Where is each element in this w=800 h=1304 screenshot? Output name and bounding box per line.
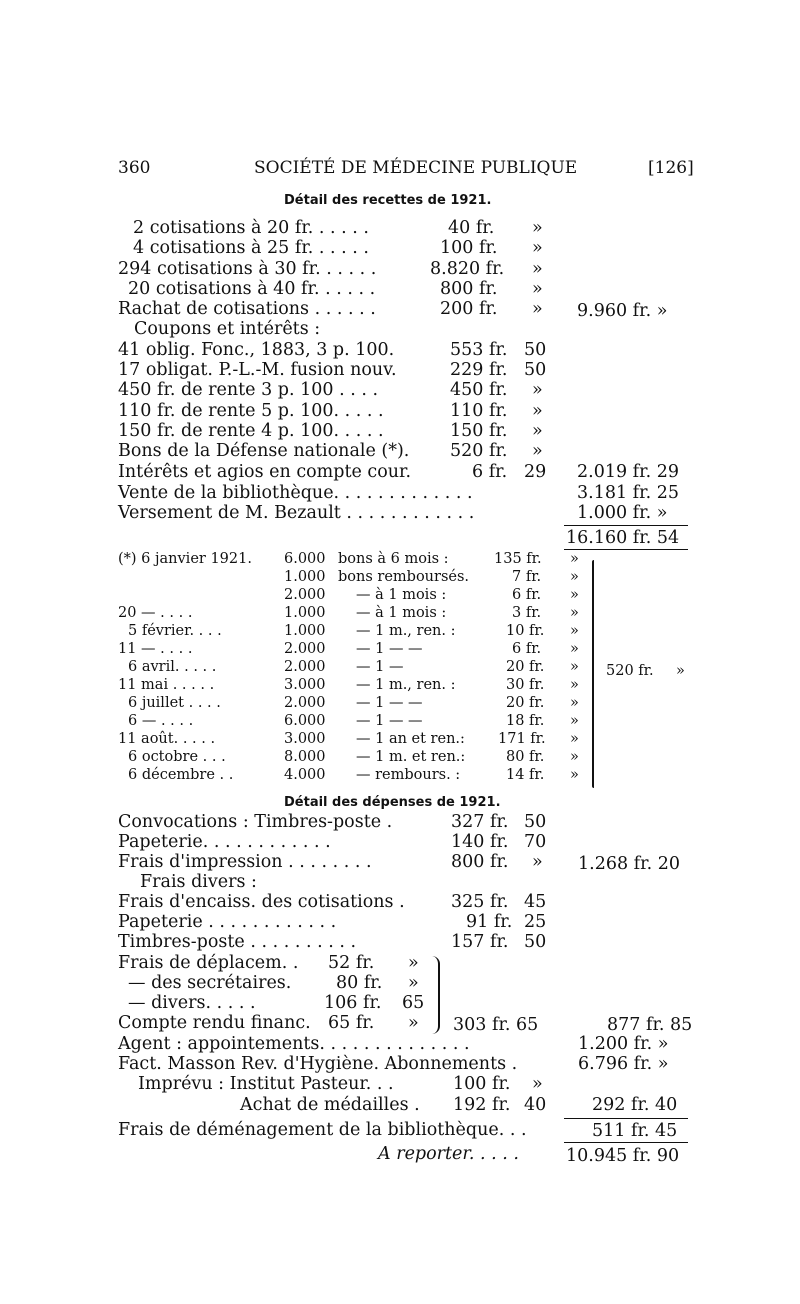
bons-date: 5 février. . . . — [128, 623, 222, 639]
expense-amount: 91 fr. — [466, 912, 513, 932]
receipt-amount: 100 fr. — [440, 238, 498, 258]
receipt-label: 41 oblig. Fonc., 1883, 3 p. 100. — [118, 340, 395, 360]
bons-date: 6 juillet . . . . — [128, 695, 221, 711]
receipt-cents: » — [532, 218, 543, 238]
receipt-amount: 553 fr. — [450, 340, 508, 360]
expense-label: Papeterie. . . . . . . . . . . . — [118, 832, 331, 852]
expense-cents: » — [532, 852, 543, 872]
bons-date: 11 mai . . . . . — [118, 677, 215, 693]
bons-cents: » — [570, 551, 579, 567]
receipt-label: Vente de la bibliothèque. . . . . . . . . . . . . — [118, 483, 473, 503]
expense-cents: 45 — [524, 892, 547, 912]
receipt-label: 4 cotisations à 25 fr. . . . . . — [133, 238, 369, 258]
receipt-amount: 40 fr. — [448, 218, 495, 238]
expense-label: Frais d'encaiss. des cotisations . — [118, 892, 405, 912]
expense-total: 1.200 fr. » — [578, 1034, 669, 1054]
bons-desc: — 1 m., ren. : — [356, 623, 456, 639]
receipts-total-underline — [564, 549, 688, 550]
bons-cents: » — [570, 659, 579, 675]
receipt-total: 3.181 fr. 25 — [577, 483, 679, 503]
bons-amount: 20 fr. — [506, 695, 545, 711]
receipt-amount: 450 fr. — [450, 380, 508, 400]
bons-cents: » — [570, 623, 579, 639]
bons-qty: 1.000 — [284, 623, 326, 639]
receipt-label: 2 cotisations à 20 fr. . . . . . — [133, 218, 369, 238]
expense-label: Achat de médailles . — [240, 1095, 420, 1115]
receipt-label: Versement de M. Bezault . . . . . . . . . . . . — [118, 503, 475, 523]
expenses-title: Détail des dépenses de 1921. — [284, 795, 501, 810]
travel-cents: 65 — [402, 993, 425, 1013]
expense-label: Papeterie . . . . . . . . . . . . — [118, 912, 337, 932]
bons-desc: — 1 m. et ren.: — [356, 749, 466, 765]
expense-cents: 70 — [524, 832, 547, 852]
carry-forward-total: 10.945 fr. 90 — [566, 1146, 680, 1166]
expense-cents: » — [532, 1074, 543, 1094]
bons-cents: » — [570, 695, 579, 711]
receipt-label: Bons de la Défense nationale (*). — [118, 441, 410, 461]
receipt-cents: » — [532, 401, 543, 421]
receipt-cents: 50 — [524, 340, 547, 360]
travel-amount: 106 fr. — [324, 993, 382, 1013]
bons-desc: — 1 m., ren. : — [356, 677, 456, 693]
receipt-label: Coupons et intérêts : — [134, 319, 321, 339]
bons-desc: — à 1 mois : — [356, 587, 447, 603]
bons-desc: — 1 an et ren.: — [356, 731, 465, 747]
receipt-label: 150 fr. de rente 4 p. 100. . . . . — [118, 421, 384, 441]
receipt-cents: » — [532, 259, 543, 279]
bons-date: 20 — . . . . — [118, 605, 193, 621]
bons-date: 11 août. . . . . — [118, 731, 216, 747]
travel-amount: 80 fr. — [336, 973, 383, 993]
bons-brace — [592, 560, 594, 788]
expenses-rule — [564, 1118, 688, 1119]
bons-total: 520 fr. — [606, 663, 654, 679]
expense-cents: 50 — [524, 932, 547, 952]
expense-amount: 157 fr. — [451, 932, 509, 952]
bons-qty: 1.000 — [284, 569, 326, 585]
bons-total-cents: » — [676, 663, 685, 679]
bons-desc: bons à 6 mois : — [338, 551, 449, 567]
receipt-total: 1.000 fr. » — [577, 503, 668, 523]
travel-brace — [432, 956, 440, 1034]
receipt-amount: 6 fr. — [472, 462, 508, 482]
travel-total: 303 fr. 65 — [453, 1015, 539, 1035]
carry-forward-label: A reporter. . . . . — [378, 1144, 519, 1164]
receipts-grand-total: 16.160 fr. 54 — [566, 528, 680, 548]
bons-desc: bons remboursés. — [338, 569, 470, 585]
bons-amount: 80 fr. — [506, 749, 545, 765]
receipt-label: 450 fr. de rente 3 p. 100 . . . . — [118, 380, 379, 400]
bons-cents: » — [570, 677, 579, 693]
receipt-cents: » — [532, 380, 543, 400]
receipt-label: Rachat de cotisations . . . . . . — [118, 299, 376, 319]
receipt-cents: » — [532, 279, 543, 299]
bons-desc: — rembours. : — [356, 767, 461, 783]
receipt-label: 110 fr. de rente 5 p. 100. . . . . — [118, 401, 384, 421]
bons-desc: — à 1 mois : — [356, 605, 447, 621]
bons-qty: 4.000 — [284, 767, 326, 783]
expense-amount: 327 fr. — [451, 812, 509, 832]
bons-cents: » — [570, 605, 579, 621]
expense-amount: 800 fr. — [451, 852, 509, 872]
bons-qty: 8.000 — [284, 749, 326, 765]
bons-amount: 135 fr. — [494, 551, 542, 567]
bons-qty: 2.000 — [284, 659, 326, 675]
bons-cents: » — [570, 569, 579, 585]
bons-date: 6 décembre . . — [128, 767, 234, 783]
bons-amount: 10 fr. — [506, 623, 545, 639]
bons-amount: 14 fr. — [506, 767, 545, 783]
diverse-total: 877 fr. 85 — [607, 1015, 693, 1035]
bons-cents: » — [570, 587, 579, 603]
bons-cents: » — [570, 731, 579, 747]
receipts-title: Détail des recettes de 1921. — [284, 193, 492, 208]
travel-label: — divers. . . . . — [128, 993, 256, 1013]
expense-total: 511 fr. 45 — [592, 1121, 678, 1141]
receipt-total: 9.960 fr. » — [577, 301, 668, 321]
bons-qty: 6.000 — [284, 713, 326, 729]
receipt-label: 20 cotisations à 40 fr. . . . . . — [128, 279, 376, 299]
expense-cents: 40 — [524, 1095, 547, 1115]
page-number: 360 — [118, 158, 151, 178]
bons-date: (*) 6 janvier 1921. — [118, 551, 252, 567]
travel-label: — des secrétaires. — [128, 973, 292, 993]
receipt-cents: 50 — [524, 360, 547, 380]
expense-total: 1.268 fr. 20 — [578, 854, 680, 874]
bons-qty: 2.000 — [284, 587, 326, 603]
expenses-rule-2 — [564, 1142, 688, 1143]
receipt-amount: 200 fr. — [440, 299, 498, 319]
expense-cents: 25 — [524, 912, 547, 932]
expense-label: Frais de déménagement de la bibliothèque. . . — [118, 1120, 527, 1140]
bons-qty: 3.000 — [284, 731, 326, 747]
running-title: SOCIÉTÉ DE MÉDECINE PUBLIQUE — [254, 158, 578, 178]
travel-cents: » — [408, 973, 419, 993]
expense-label: Frais d'impression . . . . . . . . — [118, 852, 372, 872]
expense-cents: 50 — [524, 812, 547, 832]
bons-amount: 7 fr. — [512, 569, 542, 585]
expense-amount: 192 fr. — [453, 1095, 511, 1115]
bons-desc: — 1 — — — [356, 713, 423, 729]
receipt-label: Intérêts et agios en compte cour. — [118, 462, 412, 482]
expense-amount: 100 fr. — [453, 1074, 511, 1094]
bons-date: 6 octobre . . . — [128, 749, 226, 765]
bons-qty: 2.000 — [284, 695, 326, 711]
travel-label: Compte rendu financ. — [118, 1013, 311, 1033]
bons-cents: » — [570, 713, 579, 729]
expense-total: 6.796 fr. » — [578, 1054, 669, 1074]
expense-amount: 325 fr. — [451, 892, 509, 912]
receipt-cents: » — [532, 238, 543, 258]
expense-total: 292 fr. 40 — [592, 1095, 678, 1115]
receipt-cents: » — [532, 299, 543, 319]
bons-desc: — 1 — — — [356, 695, 423, 711]
bons-qty: 2.000 — [284, 641, 326, 657]
bons-amount: 171 fr. — [498, 731, 546, 747]
receipt-amount: 8.820 fr. — [430, 259, 505, 279]
travel-cents: » — [408, 953, 419, 973]
receipt-label: 17 obligat. P.-L.-M. fusion nouv. — [118, 360, 397, 380]
bons-amount: 20 fr. — [506, 659, 545, 675]
receipt-amount: 800 fr. — [440, 279, 498, 299]
section-ref: [126] — [648, 158, 694, 178]
bons-cents: » — [570, 641, 579, 657]
receipts-total-rule — [564, 525, 688, 526]
receipt-amount: 150 fr. — [450, 421, 508, 441]
travel-amount: 65 fr. — [328, 1013, 375, 1033]
bons-desc: — 1 — — — [356, 641, 423, 657]
bons-qty: 6.000 — [284, 551, 326, 567]
expense-label: Imprévu : Institut Pasteur. . . — [138, 1074, 394, 1094]
bons-desc: — 1 — — [356, 659, 404, 675]
bons-amount: 6 fr. — [512, 641, 542, 657]
bons-qty: 1.000 — [284, 605, 326, 621]
expense-label: Timbres-poste . . . . . . . . . . — [118, 932, 357, 952]
expense-label: Frais divers : — [140, 872, 257, 892]
expense-label: Agent : appointements. . . . . . . . . . . . . . — [118, 1034, 470, 1054]
bons-qty: 3.000 — [284, 677, 326, 693]
receipt-amount: 229 fr. — [450, 360, 508, 380]
bons-amount: 18 fr. — [506, 713, 545, 729]
bons-date: 11 — . . . . — [118, 641, 193, 657]
receipt-amount: 520 fr. — [450, 441, 508, 461]
travel-label: Frais de déplacem. . — [118, 953, 299, 973]
bons-date: 6 — . . . . — [128, 713, 194, 729]
receipt-total: 2.019 fr. 29 — [577, 462, 679, 482]
expense-label: Fact. Masson Rev. d'Hygiène. Abonnements . — [118, 1054, 518, 1074]
bons-amount: 30 fr. — [506, 677, 545, 693]
bons-amount: 3 fr. — [512, 605, 542, 621]
travel-amount: 52 fr. — [328, 953, 375, 973]
bons-date: 6 avril. . . . . — [128, 659, 217, 675]
receipt-amount: 110 fr. — [450, 401, 508, 421]
receipt-cents: » — [532, 441, 543, 461]
travel-cents: » — [408, 1013, 419, 1033]
bons-amount: 6 fr. — [512, 587, 542, 603]
bons-cents: » — [570, 749, 579, 765]
receipt-label: 294 cotisations à 30 fr. . . . . . — [118, 259, 377, 279]
expense-amount: 140 fr. — [451, 832, 509, 852]
bons-cents: » — [570, 767, 579, 783]
receipt-cents: 29 — [524, 462, 547, 482]
expense-label: Convocations : Timbres-poste . — [118, 812, 393, 832]
receipt-cents: » — [532, 421, 543, 441]
